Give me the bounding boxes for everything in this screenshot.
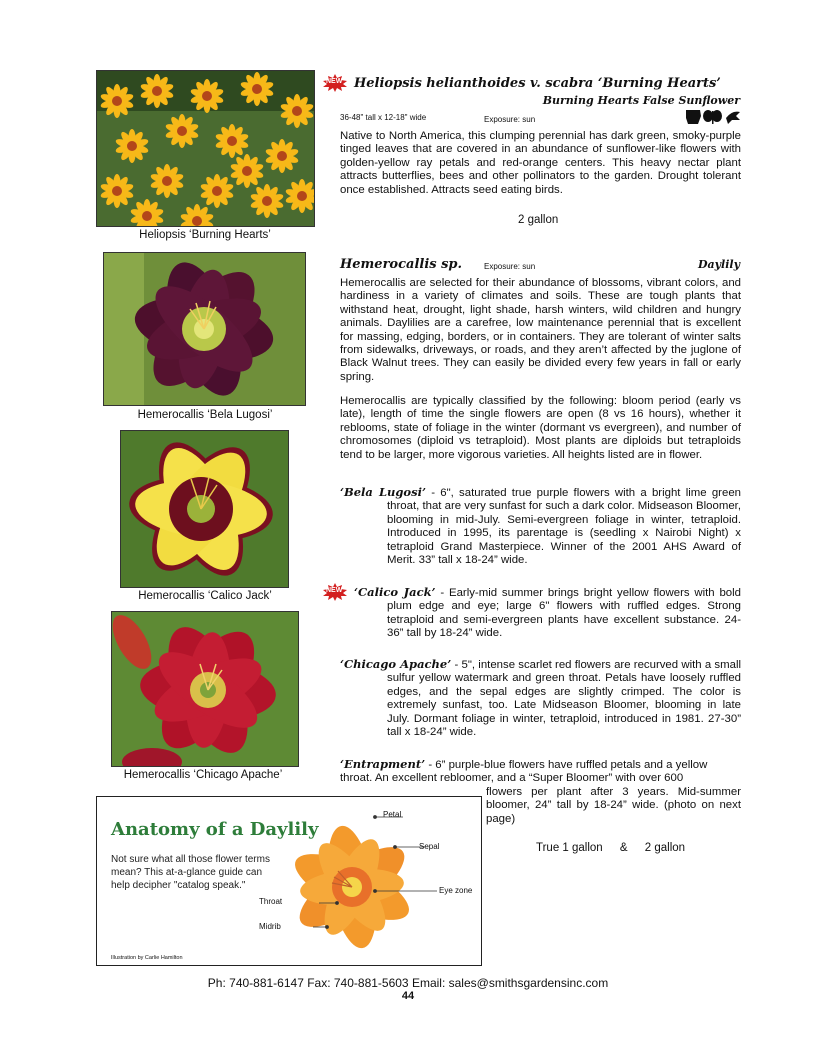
hemerocallis-title: Hemerocallis sp. [340, 257, 463, 272]
heliopsis-flowers-image [97, 71, 314, 226]
bela-lugosi-image [104, 253, 305, 405]
variety-name: ‘Bela Lugosi’ [340, 485, 426, 499]
anatomy-title: Anatomy of a Daylily [111, 819, 319, 840]
heliopsis-caption: Heliopsis ‘Burning Hearts’ [139, 229, 271, 241]
variety-name: ‘Calico Jack’ [354, 585, 436, 599]
hemerocallis-classification: Hemerocallis are typically classified by the following: bloom period (early vs late), length of time the single flowers are open (8 vs 16 hours), whether it reblooms, state of foliage in the winter (dormant vs evergreen), and number of chromosomes (diploid vs tetraploid). Most plants are diploids but tetraploids tend to be larger, more vigorous varieties. All heights listed are in flower. [340, 395, 741, 461]
calico-jack-caption: Hemerocallis ‘Calico Jack’ [138, 590, 272, 602]
variety-entrapment-continued: flowers per plant after 3 years. Mid-summer bloomer, 24” tall by 18-24” wide. (photo on next page) [486, 786, 741, 825]
heliopsis-size: 36-48" tall x 12-18" wide [340, 113, 427, 122]
calico-jack-image [121, 431, 288, 587]
label-sepal: Sepal [419, 842, 440, 851]
chicago-apache-photo [111, 611, 299, 767]
anatomy-blurb: Not sure what all those flower terms mean? This at-a-glance guide can help decipher "catalog speak." [111, 854, 270, 891]
container-ampersand: & [619, 842, 628, 854]
bela-lugosi-photo [103, 252, 306, 406]
heliopsis-exposure: Exposure: sun [484, 115, 536, 124]
hemerocallis-intro: Hemerocallis are selected for their abundance of blossoms, vibrant colors, and hardiness in a variety of climates and soils. These are tough plants that withstand heat, drought, light shade, harsh winters, wild children and hungry animals. Daylilies are a carefree, low maintenance perennial that is excellent for massing, edging, borders, or in containers. They are tolerant of winter salts from sidewalks, driveways, or roads, and they aren’t affected by the juglone of Black Walnut trees. They can easily be divided every few years in fall or early spring. [340, 277, 741, 383]
label-petal: Petal [383, 810, 402, 819]
footer-contact: Ph: 740-881-6147 Fax: 740-881-5603 Email: sales@smithsgardensinc.com [207, 976, 609, 990]
variety-description-line1: - 6” purple-blue flowers have ruffled petals and a yellow [425, 759, 708, 771]
butterfly-icon [703, 110, 722, 124]
daylily-illustration [257, 797, 481, 965]
label-eye-zone: Eye zone [439, 886, 473, 895]
variety-bela-lugosi [340, 486, 741, 567]
heliopsis-icon-set [684, 108, 742, 131]
variety-description: - 6", saturated true purple flowers with a bright lime green throat, that are very sunfast for such a dark color. Midseason Bloomer, blooming in mid-July. Semi-evergreen foliage in winter, tetraploid. Introduced in 1995, its parentage is (seedling x Nairobi Night) x tetraploid Grand Masterpiece. Winner of the 2001 AHS Award of Merit. 33” tall x 18-24” wide. [387, 487, 741, 567]
heliopsis-title: Heliopsis helianthoides v. scabra ‘Burning Hearts’ [354, 76, 721, 91]
heliopsis-description: Native to North America, this clumping perennial has dark green, smoky-purple tinged leaves that are covered in an abundance of sunflower-like flowers with golden-yellow ray petals and red-orange centers. This heavy nectar plant attracts butterflies, bees and other pollinators to the garden. Drought tolerant once established. Attracts seed eating birds. [340, 130, 741, 196]
anatomy-graphic [96, 796, 482, 966]
variety-name: ‘Entrapment’ [340, 757, 426, 771]
container-option: True 1 gallon [536, 842, 603, 854]
variety-description: - Early-mid summer brings bright yellow flowers with bold plum edge and eye; large 6" flowers with ruffled edges. Strong tetraploid and semi-evergreen plants have excellent substance. 24-36” tall by 18-24” wide. [387, 587, 741, 640]
new-badge-text: NEW [326, 587, 343, 594]
heliopsis-container: 2 gallon [518, 214, 559, 226]
container-option: 2 gallon [644, 842, 686, 854]
new-badge-text: NEW [326, 78, 343, 85]
hemerocallis-exposure: Exposure: sun [484, 262, 536, 271]
variety-description: - 5", intense scarlet red flowers are recurved with a small sulfur yellow watermark and green throat. Petals have loosely ruffled edges, and the sepal edges are slightly crimped. The color is extremely sunfast, too. Late Midseason Bloomer, blooming in late July. Dormant foliage in winter, tetraploid, introduced in 1981. 27-30” tall x 18-24” wide. [387, 659, 742, 739]
illustration-credit: Illustration by Carlie Hamilton [111, 955, 183, 961]
label-throat: Throat [259, 897, 283, 906]
hemerocallis-common-name: Daylily [698, 258, 740, 271]
variety-calico-jack [354, 586, 741, 641]
variety-entrapment [340, 758, 741, 786]
variety-description-line2: throat. An excellent rebloomer, and a “Super Bloomer” with over 600 [340, 772, 684, 785]
variety-name: ‘Chicago Apache’ [340, 657, 452, 671]
label-midrib: Midrib [259, 922, 281, 931]
bird-icon [726, 112, 740, 124]
chicago-apache-caption: Hemerocallis ‘Chicago Apache’ [123, 769, 283, 781]
hemerocallis-containers [536, 842, 685, 854]
heliopsis-common-name: Burning Hearts False Sunflower [542, 94, 740, 107]
chicago-apache-image [112, 612, 298, 766]
bela-lugosi-caption: Hemerocallis ‘Bela Lugosi’ [137, 409, 273, 421]
variety-chicago-apache [340, 658, 741, 739]
page-number: 44 [401, 990, 415, 1002]
calico-jack-photo [120, 430, 289, 588]
ohio-native-icon [686, 110, 701, 124]
heliopsis-photo [96, 70, 315, 227]
